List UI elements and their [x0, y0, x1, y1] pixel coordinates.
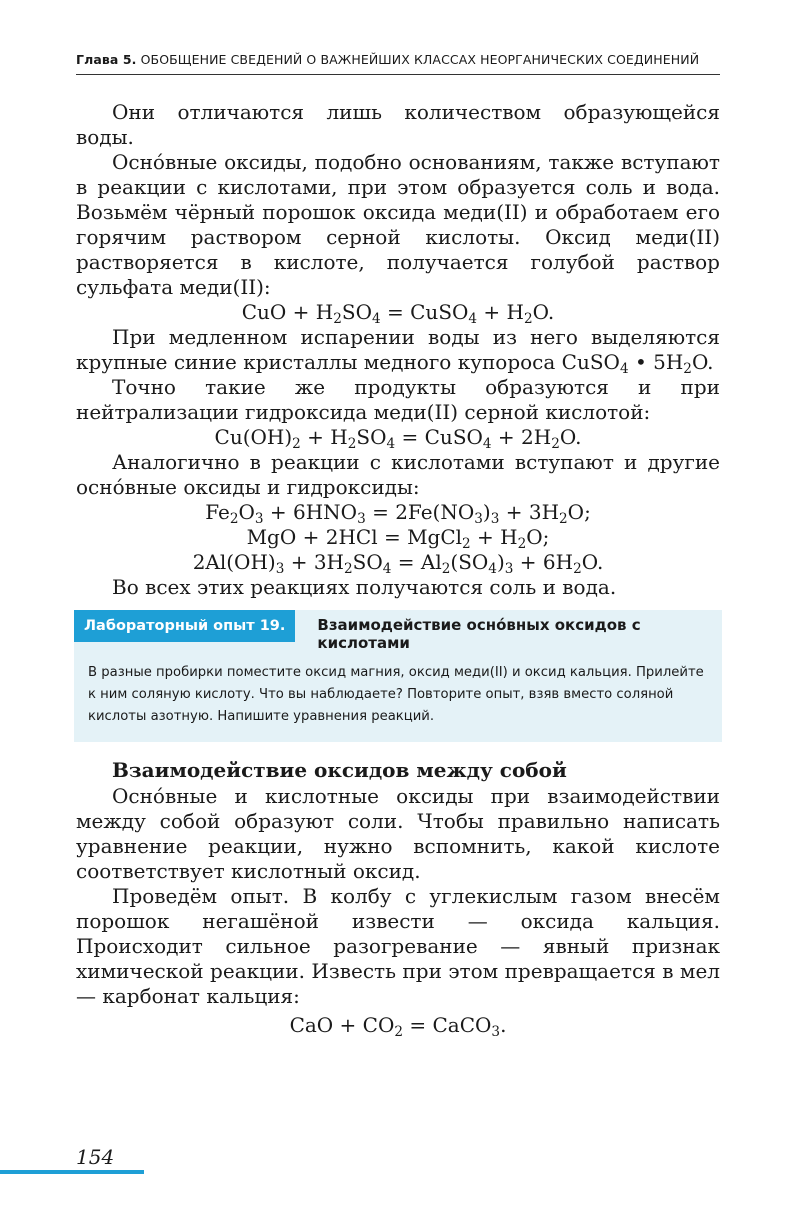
- equation-subscript: 4: [488, 560, 497, 577]
- equation-text: = CaCO: [403, 1013, 492, 1037]
- equation-subscript: 2: [344, 560, 353, 577]
- equation-text: + 6HNO: [263, 500, 358, 524]
- paragraph-1: Они отличаются лишь количеством образующейся воды.: [76, 100, 720, 149]
- section-title: Взаимодействие оксидов между собой: [112, 758, 567, 782]
- equation-text: + H: [470, 525, 518, 549]
- equation-text: = Al: [391, 550, 442, 574]
- chapter-title: ОБОБЩЕНИЕ СВЕДЕНИЙ О ВАЖНЕЙШИХ КЛАССАХ НЕОРГАНИЧЕСКИХ СОЕДИНЕНИЙ: [140, 52, 700, 67]
- equation-text: SO: [341, 300, 372, 324]
- equation-subscript: 2: [524, 310, 533, 327]
- equation-subscript: 2: [559, 510, 568, 527]
- equation-text: = 2Fe(NO: [365, 500, 475, 524]
- lab-title: Взаимодействие осно́вных оксидов с кислотами: [317, 616, 641, 652]
- equation-subscript: 4: [372, 310, 381, 327]
- equation-text: .: [500, 1013, 507, 1037]
- equation-subscript: 2: [292, 435, 301, 452]
- chapter-label: Глава 5.: [76, 52, 137, 67]
- equation-subscript: 2: [441, 560, 451, 577]
- equation-1: [76, 300, 720, 325]
- equation-text: SO: [352, 550, 383, 574]
- equation-subscript: 3: [357, 510, 366, 527]
- equation-subscript: 4: [382, 560, 392, 577]
- equation-text: Cu(OH): [214, 425, 293, 449]
- equation-text: O.: [559, 425, 582, 449]
- equation-text: CaO + CO: [289, 1013, 395, 1037]
- equation-subscript: 4: [482, 435, 492, 452]
- equation-text: ): [496, 550, 505, 574]
- equation-text: O;: [567, 500, 591, 524]
- equation-text: SO: [356, 425, 387, 449]
- equation-text: Fe: [205, 500, 230, 524]
- page-content: [76, 100, 720, 1038]
- paragraph-3: При медленном испарении воды из него выделяются крупные синие кристаллы медного купороса CuSO$_4$ • $5H_2O$.: [76, 325, 720, 377]
- equation-text: 2Al(OH): [192, 550, 276, 574]
- paragraph-8: Проведём опыт. В колбу с углекислым газом внесём порошок негашёной извести — оксида кальция. Происходит сильное разогревание — явный признак химической реакции. Известь при этом превращается в мел — карбонат кальция:: [76, 884, 720, 1008]
- equation-subscript: 3: [491, 1023, 501, 1040]
- equation-subscript: 2: [551, 435, 560, 452]
- page-number-bar: [0, 1170, 144, 1174]
- equation-text: O: [238, 500, 255, 524]
- equation-subscript: 4: [468, 310, 478, 327]
- equation-subscript: 2: [573, 560, 582, 577]
- equation-text: + 3H: [499, 500, 560, 524]
- equation-subscript: 2: [394, 1023, 404, 1040]
- equation-text: (SO: [450, 550, 489, 574]
- equation-subscript: 3: [490, 510, 500, 527]
- equation-text: + H: [477, 300, 524, 324]
- equation-2: [76, 425, 720, 450]
- equation-text: ): [482, 500, 491, 524]
- equation-6: [76, 1013, 720, 1038]
- running-header: [76, 52, 720, 75]
- equation-subscript: 2: [347, 435, 357, 452]
- equation-text: O;: [526, 525, 550, 549]
- paragraph-2: Осно́вные оксиды, подобно основаниям, также вступают в реакции с кислотами, при этом образуется соль и вода. Возьмём чёрный порошок оксида меди(II) и обработаем его горячим раствором серной кислоты. Оксид меди(II) растворяется в кислоте, получается голубой раствор сульфата меди(II):: [76, 150, 720, 299]
- paragraph-5: Аналогично в реакции с кислотами вступают и другие осно́вные оксиды и гидроксиды:: [76, 450, 720, 499]
- equation-subscript: 3: [275, 560, 285, 577]
- equation-text: MgO + 2HCl = MgCl: [246, 525, 463, 549]
- lab-instructions: В разные пробирки поместите оксид магния, оксид меди(II) и оксид кальция. Прилейте к ним соляную кислоту. Что вы наблюдаете? Повторите опыт, взяв вместо соляной кислоты азотную. Напишите уравнения реакций.: [88, 665, 704, 724]
- equation-text: = CuSO: [395, 425, 483, 449]
- equation-text: + 2H: [491, 425, 552, 449]
- equation-text: + 6H: [513, 550, 574, 574]
- lab-experiment-box: [74, 610, 722, 742]
- equation-4: [76, 525, 720, 550]
- equation-text: = CuSO: [380, 300, 469, 324]
- equation-text: + H: [300, 425, 348, 449]
- equation-subscript: 2: [229, 510, 239, 527]
- equation-3: [76, 500, 720, 525]
- equation-subscript: 2: [462, 535, 471, 552]
- lab-header: [74, 610, 722, 652]
- equation-text: O.: [581, 550, 604, 574]
- equation-subscript: 3: [474, 510, 483, 527]
- lab-tag: Лабораторный опыт 19.: [74, 610, 295, 642]
- equation-subscript: 4: [386, 435, 396, 452]
- equation-text: CuO + H: [241, 300, 334, 324]
- equation-subscript: 3: [254, 510, 264, 527]
- equation-text: + 3H: [284, 550, 344, 574]
- equation-text: O.: [532, 300, 555, 324]
- paragraph-7: Осно́вные и кислотные оксиды при взаимодействии между собой образуют соли. Чтобы правильно написать уравнение реакции, нужно вспомнить, какой кислоте соответствует кислотный оксид.: [76, 784, 720, 883]
- equation-subscript: 2: [517, 535, 527, 552]
- equation-subscript: 3: [504, 560, 514, 577]
- paragraph-6: Во всех этих реакциях получаются соль и вода.: [112, 575, 617, 599]
- equation-subscript: 2: [333, 310, 342, 327]
- paragraph-4: Точно такие же продукты образуются и при нейтрализации гидроксида меди(II) серной кислотой:: [76, 375, 720, 424]
- page-number: 154: [76, 1145, 115, 1169]
- equation-5: [76, 550, 720, 575]
